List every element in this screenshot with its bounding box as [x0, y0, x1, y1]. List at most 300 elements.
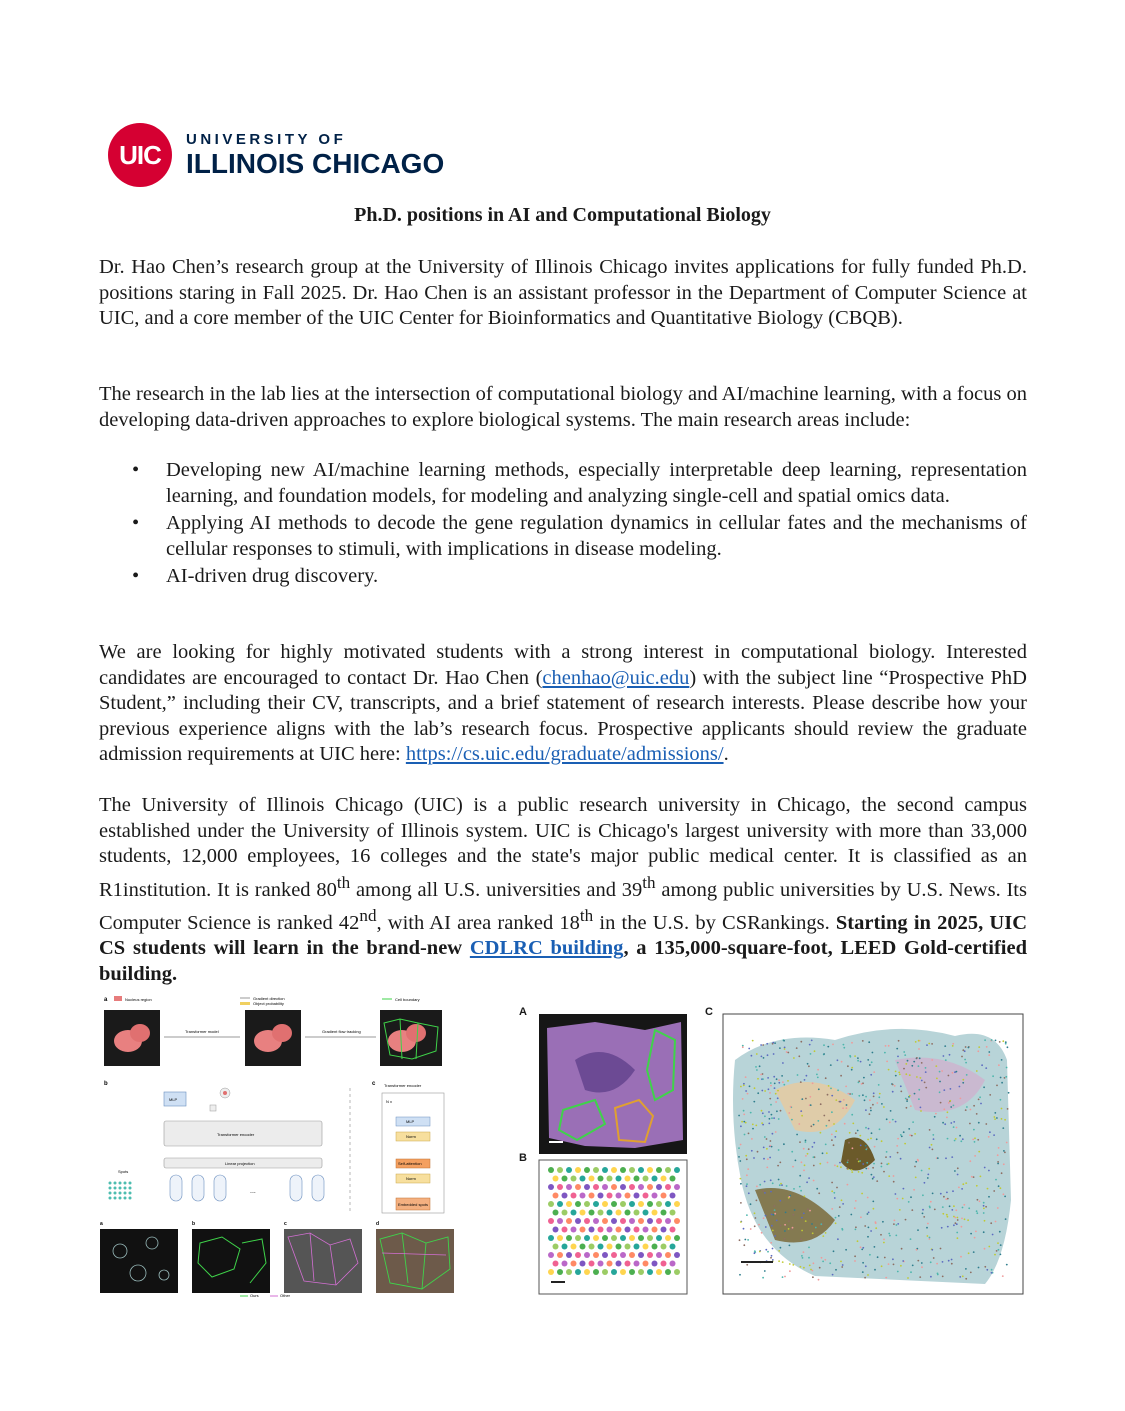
spot — [602, 1252, 608, 1258]
scatter-dot — [778, 1079, 780, 1081]
scatter-dot — [957, 1174, 959, 1176]
scatter-dot — [873, 1092, 875, 1094]
spot — [625, 1244, 631, 1250]
scatter-dot — [771, 1214, 773, 1216]
scatter-dot — [819, 1163, 821, 1165]
spot — [661, 1244, 667, 1250]
list-item-text: Applying AI methods to decode the gene regulation dynamics in cellular fates and the mechanisms of cellular responses to stimuli, with implications in disease modeling. — [166, 512, 1027, 560]
scatter-dot — [773, 1053, 775, 1055]
scatter-dot — [822, 1261, 824, 1263]
spot — [616, 1176, 622, 1182]
scatter-dot — [889, 1121, 891, 1123]
scatter-dot — [978, 1046, 980, 1048]
scatter-dot — [1005, 1076, 1007, 1078]
scatter-dot — [764, 1192, 766, 1194]
scatter-dot — [837, 1165, 839, 1167]
scatter-dot — [865, 1127, 867, 1129]
scatter-dot — [803, 1213, 805, 1215]
spot — [620, 1201, 626, 1207]
scatter-dot — [962, 1183, 964, 1185]
scatter-dot — [897, 1056, 899, 1058]
scatter-dot — [870, 1110, 872, 1112]
scatter-dot — [760, 1044, 762, 1046]
scatter-dot — [852, 1147, 854, 1149]
scatter-dot — [915, 1177, 917, 1179]
scatter-dot — [1003, 1150, 1005, 1152]
scatter-dot — [754, 1087, 756, 1089]
scatter-dot — [997, 1207, 999, 1209]
scatter-dot — [742, 1046, 744, 1048]
scatter-dot — [794, 1209, 796, 1211]
scatter-dot — [927, 1177, 929, 1179]
spots-grid — [109, 1182, 132, 1200]
scatter-dot — [973, 1176, 975, 1178]
spot — [616, 1210, 622, 1216]
scatter-dot — [831, 1190, 833, 1192]
scatter-dot — [945, 1198, 947, 1200]
scatter-dot — [847, 1159, 849, 1161]
scatter-dot — [931, 1144, 933, 1146]
scatter-dot — [918, 1065, 920, 1067]
scatter-dot — [948, 1102, 950, 1104]
scatter-dot — [801, 1115, 803, 1117]
spot — [652, 1210, 658, 1216]
nucleus-blob — [272, 1024, 292, 1042]
scatter-dot — [996, 1250, 998, 1252]
scatter-dot — [831, 1095, 833, 1097]
scatter-dot — [881, 1163, 883, 1165]
scatter-dot — [843, 1099, 845, 1101]
scatter-dot — [988, 1051, 990, 1053]
research-paragraph: The research in the lab lies at the intersection of computational biology and AI/machine learning, with a focus on developing data-driven approaches to explore biological systems. The main research areas include: — [99, 383, 1027, 431]
scatter-dot — [842, 1203, 844, 1205]
application-text-end: . — [723, 743, 729, 765]
fig-label-c2: c — [284, 1221, 287, 1227]
scatter-dot — [974, 1141, 976, 1143]
scatter-dot — [809, 1265, 811, 1267]
spot — [557, 1167, 563, 1173]
scatter-dot — [822, 1152, 824, 1154]
spot — [616, 1193, 622, 1199]
scatter-dot — [893, 1175, 895, 1177]
scatter-dot — [870, 1138, 872, 1140]
scatter-dot — [744, 1239, 746, 1241]
scatter-dot — [778, 1082, 780, 1084]
scatter-dot — [865, 1168, 867, 1170]
scatter-dot — [832, 1274, 834, 1276]
scatter-dot — [783, 1040, 785, 1042]
scatter-dot — [988, 1170, 990, 1172]
spot — [584, 1235, 590, 1241]
scatter-dot — [951, 1156, 953, 1158]
scatter-dot — [1008, 1092, 1010, 1094]
scatter-dot — [800, 1041, 802, 1043]
scatter-dot — [884, 1257, 886, 1259]
scatter-dot — [769, 1118, 771, 1120]
spot — [620, 1167, 626, 1173]
scatter-dot — [823, 1115, 825, 1117]
spot — [629, 1201, 635, 1207]
scatter-dot — [796, 1047, 798, 1049]
scatter-dot — [988, 1136, 990, 1138]
scatter-dot — [807, 1063, 809, 1065]
spot — [643, 1176, 649, 1182]
scatter-dot — [750, 1203, 752, 1205]
scatter-dot — [996, 1085, 998, 1087]
spot — [589, 1176, 595, 1182]
scatter-dot — [895, 1075, 897, 1077]
scatter-dot — [865, 1096, 867, 1098]
scatter-dot — [835, 1222, 837, 1224]
spot — [607, 1261, 613, 1267]
scatter-dot — [897, 1223, 899, 1225]
mlp-label: MLP — [169, 1097, 178, 1102]
spot — [593, 1167, 599, 1173]
scatter-dot — [778, 1250, 780, 1252]
spot — [602, 1269, 608, 1275]
scatter-dot — [874, 1146, 876, 1148]
scatter-dot — [895, 1235, 897, 1237]
scatter-dot — [872, 1052, 874, 1054]
scatter-dot — [948, 1075, 950, 1077]
scatter-dot — [851, 1042, 853, 1044]
spot — [602, 1218, 608, 1224]
scatter-dot — [746, 1174, 748, 1176]
scatter-dot — [771, 1225, 773, 1227]
spot — [593, 1218, 599, 1224]
scatter-dot — [756, 1186, 758, 1188]
scatter-dot — [847, 1065, 849, 1067]
scatter-dot — [846, 1107, 848, 1109]
scatter-dot — [927, 1174, 929, 1176]
scatter-dot — [921, 1080, 923, 1082]
spot — [553, 1261, 559, 1267]
scatter-dot — [744, 1134, 746, 1136]
scatter-dot — [774, 1209, 776, 1211]
scatter-dot — [798, 1123, 800, 1125]
scatter-dot — [767, 1077, 769, 1079]
legend-object-swatch — [240, 1002, 250, 1005]
scatter-dot — [921, 1262, 923, 1264]
scatter-dot — [818, 1192, 820, 1194]
scatter-dot — [959, 1276, 961, 1278]
scatter-dot — [762, 1112, 764, 1114]
scatter-dot — [781, 1075, 783, 1077]
cdlrc-link[interactable]: CDLRC building — [469, 937, 624, 960]
spot — [647, 1269, 653, 1275]
spot — [611, 1201, 617, 1207]
tracking-label: Gradient flow tracking — [322, 1029, 361, 1034]
scatter-dot — [763, 1057, 765, 1059]
spot — [548, 1235, 554, 1241]
scatter-dot — [767, 1251, 769, 1253]
scatter-dot — [944, 1123, 946, 1125]
list-item — [99, 458, 1027, 509]
scatter-dot — [786, 1051, 788, 1053]
scatter-dot — [994, 1112, 996, 1114]
spot — [593, 1235, 599, 1241]
spot — [647, 1235, 653, 1241]
spot — [625, 1210, 631, 1216]
spot — [647, 1252, 653, 1258]
spot — [611, 1184, 617, 1190]
scatter-dot — [812, 1146, 814, 1148]
scatter-dot — [974, 1137, 976, 1139]
scatter-dot — [920, 1077, 922, 1079]
spot — [584, 1218, 590, 1224]
spot — [620, 1218, 626, 1224]
scatter-dot — [834, 1165, 836, 1167]
bullet-icon: • — [132, 565, 140, 587]
scatter-dot — [782, 1276, 784, 1278]
scatter-dot — [739, 1160, 741, 1162]
scatter-dot — [779, 1200, 781, 1202]
scatter-dot — [820, 1103, 822, 1105]
scatter-dot — [824, 1259, 826, 1261]
scatter-dot — [885, 1156, 887, 1158]
scatter-dot — [762, 1190, 764, 1192]
spot — [580, 1261, 586, 1267]
scatter-dot — [883, 1171, 885, 1173]
uic-text-5: in the U.S. by CSRankings. — [593, 911, 836, 934]
scatter-dot — [951, 1263, 953, 1265]
spot — [647, 1201, 653, 1207]
scatter-dot — [989, 1131, 991, 1133]
scatter-dot — [841, 1228, 843, 1230]
ellipsis: ... — [250, 1188, 256, 1195]
scatter-dot — [934, 1116, 936, 1118]
scatter-dot — [897, 1062, 899, 1064]
spot — [674, 1184, 680, 1190]
scatter-dot — [875, 1227, 877, 1229]
scatter-dot — [827, 1162, 829, 1164]
scatter-dot — [852, 1123, 854, 1125]
scatter-dot — [769, 1157, 771, 1159]
scatter-dot — [904, 1143, 906, 1145]
scatter-dot — [845, 1249, 847, 1251]
spot — [620, 1269, 626, 1275]
scatter-dot — [776, 1078, 778, 1080]
scatter-dot — [968, 1047, 970, 1049]
scatter-dot — [919, 1057, 921, 1059]
scatter-dot — [903, 1068, 905, 1070]
scatter-dot — [743, 1085, 745, 1087]
scatter-dot — [768, 1123, 770, 1125]
scatter-dot — [784, 1224, 786, 1226]
spot — [575, 1218, 581, 1224]
scatter-dot — [920, 1110, 922, 1112]
scatter-dot — [997, 1163, 999, 1165]
scatter-dot — [976, 1185, 978, 1187]
scatter-dot — [777, 1165, 779, 1167]
spot — [665, 1184, 671, 1190]
scatter-dot — [874, 1269, 876, 1271]
spot — [607, 1227, 613, 1233]
scatter-dot — [759, 1065, 761, 1067]
scatter-dot — [947, 1216, 949, 1218]
spot — [638, 1252, 644, 1258]
uic-text-3: among public universities by U.S. News. Its Computer Science is ranked 42 — [99, 878, 1027, 934]
scatter-dot — [748, 1133, 750, 1135]
scatter-dot — [837, 1238, 839, 1240]
scatter-dot — [754, 1252, 756, 1254]
scatter-dot — [1002, 1127, 1004, 1129]
scatter-dot — [825, 1144, 827, 1146]
scatter-dot — [864, 1099, 866, 1101]
scatter-dot — [808, 1065, 810, 1067]
scatter-dot — [991, 1269, 993, 1271]
scatter-dot — [888, 1045, 890, 1047]
scatter-dot — [953, 1121, 955, 1123]
spot — [566, 1235, 572, 1241]
spot — [562, 1244, 568, 1250]
spot — [656, 1201, 662, 1207]
scatter-dot — [869, 1254, 871, 1256]
scatter-dot — [941, 1070, 943, 1072]
spot — [548, 1201, 554, 1207]
scatter-dot — [782, 1062, 784, 1064]
scatter-dot — [760, 1074, 762, 1076]
scatter-dot — [751, 1055, 753, 1057]
spot — [580, 1244, 586, 1250]
scatter-dot — [803, 1251, 805, 1253]
figure-spatial-omics — [515, 1000, 1025, 1300]
scatter-dot — [892, 1084, 894, 1086]
scatter-dot — [817, 1120, 819, 1122]
scatter-dot — [763, 1217, 765, 1219]
scatter-dot — [1001, 1118, 1003, 1120]
spot — [656, 1252, 662, 1258]
scatter-dot — [998, 1064, 1000, 1066]
scatter-dot — [752, 1040, 754, 1042]
scatter-dot — [846, 1168, 848, 1170]
spot — [634, 1176, 640, 1182]
spot — [629, 1235, 635, 1241]
scatter-dot — [898, 1072, 900, 1074]
scatter-dot — [1004, 1152, 1006, 1154]
scatter-dot — [925, 1087, 927, 1089]
uic-logo-circle: UIC — [108, 123, 172, 187]
spot — [557, 1235, 563, 1241]
scatter-dot — [1000, 1077, 1002, 1079]
scatter-dot — [810, 1104, 812, 1106]
scatter-dot — [970, 1272, 972, 1274]
scatter-dot — [740, 1125, 742, 1127]
scatter-dot — [886, 1163, 888, 1165]
scatter-dot — [986, 1269, 988, 1271]
spot — [670, 1210, 676, 1216]
scatter-dot — [849, 1093, 851, 1095]
spot — [566, 1218, 572, 1224]
scatter-dot — [867, 1274, 869, 1276]
scatter-dot — [997, 1154, 999, 1156]
spot — [571, 1227, 577, 1233]
scatter-dot — [764, 1136, 766, 1138]
uic-logo-text — [186, 131, 444, 179]
nucleus-blob — [130, 1024, 150, 1042]
scatter-dot — [994, 1118, 996, 1120]
admissions-link[interactable]: https://cs.uic.edu/graduate/admissions/ — [405, 743, 724, 765]
scatter-dot — [777, 1090, 779, 1092]
scatter-dot — [827, 1094, 829, 1096]
list-item — [99, 564, 1027, 590]
email-link[interactable]: chenhao@uic.edu — [542, 666, 690, 689]
scatter-dot — [740, 1202, 742, 1204]
scatter-dot — [810, 1053, 812, 1055]
spot — [602, 1201, 608, 1207]
spot — [665, 1269, 671, 1275]
scatter-dot — [987, 1188, 989, 1190]
scatter-dot — [842, 1264, 844, 1266]
scatter-dot — [952, 1045, 954, 1047]
spot — [652, 1244, 658, 1250]
scatter-dot — [876, 1102, 878, 1104]
output-node-fill — [223, 1091, 227, 1095]
scatter-dot — [800, 1238, 802, 1240]
application-text-2: ) with the subject line “Prospective PhD Student,” including their CV, transcripts, and a brief statement of research interests. Please describe how your previous experience aligns with the lab’s research focus. Prospective applicants should review the graduate admission requirements at UIC here: — [99, 666, 1027, 765]
scatter-dot — [889, 1156, 891, 1158]
scatter-dot — [815, 1227, 817, 1229]
scatter-dot — [991, 1039, 993, 1041]
scatter-dot — [988, 1246, 990, 1248]
scatter-dot — [995, 1221, 997, 1223]
scatter-dot — [950, 1088, 952, 1090]
scatter-dot — [746, 1185, 748, 1187]
scatter-dot — [755, 1125, 757, 1127]
scatter-dot — [952, 1072, 954, 1074]
scatter-dot — [942, 1276, 944, 1278]
scatter-dot — [808, 1177, 810, 1179]
scatter-dot — [807, 1153, 809, 1155]
scatter-dot — [742, 1098, 744, 1100]
scatter-dot — [917, 1229, 919, 1231]
scatter-dot — [812, 1232, 814, 1234]
scatter-dot — [745, 1090, 747, 1092]
scatter-dot — [746, 1183, 748, 1185]
scatter-dot — [977, 1050, 979, 1052]
scatter-dot — [823, 1053, 825, 1055]
scatter-dot — [739, 1239, 741, 1241]
spot — [656, 1269, 662, 1275]
scatter-dot — [818, 1088, 820, 1090]
scatter-dot — [910, 1271, 912, 1273]
scatter-dot — [997, 1242, 999, 1244]
scatter-dot — [752, 1128, 754, 1130]
scatter-dot — [900, 1265, 902, 1267]
scatter-dot — [918, 1098, 920, 1100]
scatter-dot — [743, 1244, 745, 1246]
scatter-dot — [773, 1117, 775, 1119]
spot — [652, 1227, 658, 1233]
scatter-dot — [809, 1210, 811, 1212]
scatter-dot — [834, 1136, 836, 1138]
scatter-dot — [884, 1052, 886, 1054]
scatter-dot — [922, 1209, 924, 1211]
scatter-dot — [855, 1226, 857, 1228]
scatter-dot — [770, 1191, 772, 1193]
scatter-dot — [871, 1061, 873, 1063]
scatter-dot — [893, 1264, 895, 1266]
fig-label-b2: b — [192, 1221, 196, 1227]
scatter-dot — [966, 1106, 968, 1108]
scatter-dot — [918, 1089, 920, 1091]
scatter-dot — [747, 1168, 749, 1170]
scatter-dot — [999, 1231, 1001, 1233]
scatter-dot — [1006, 1264, 1008, 1266]
scatter-dot — [976, 1070, 978, 1072]
scatter-dot — [903, 1131, 905, 1133]
scatter-dot — [893, 1181, 895, 1183]
